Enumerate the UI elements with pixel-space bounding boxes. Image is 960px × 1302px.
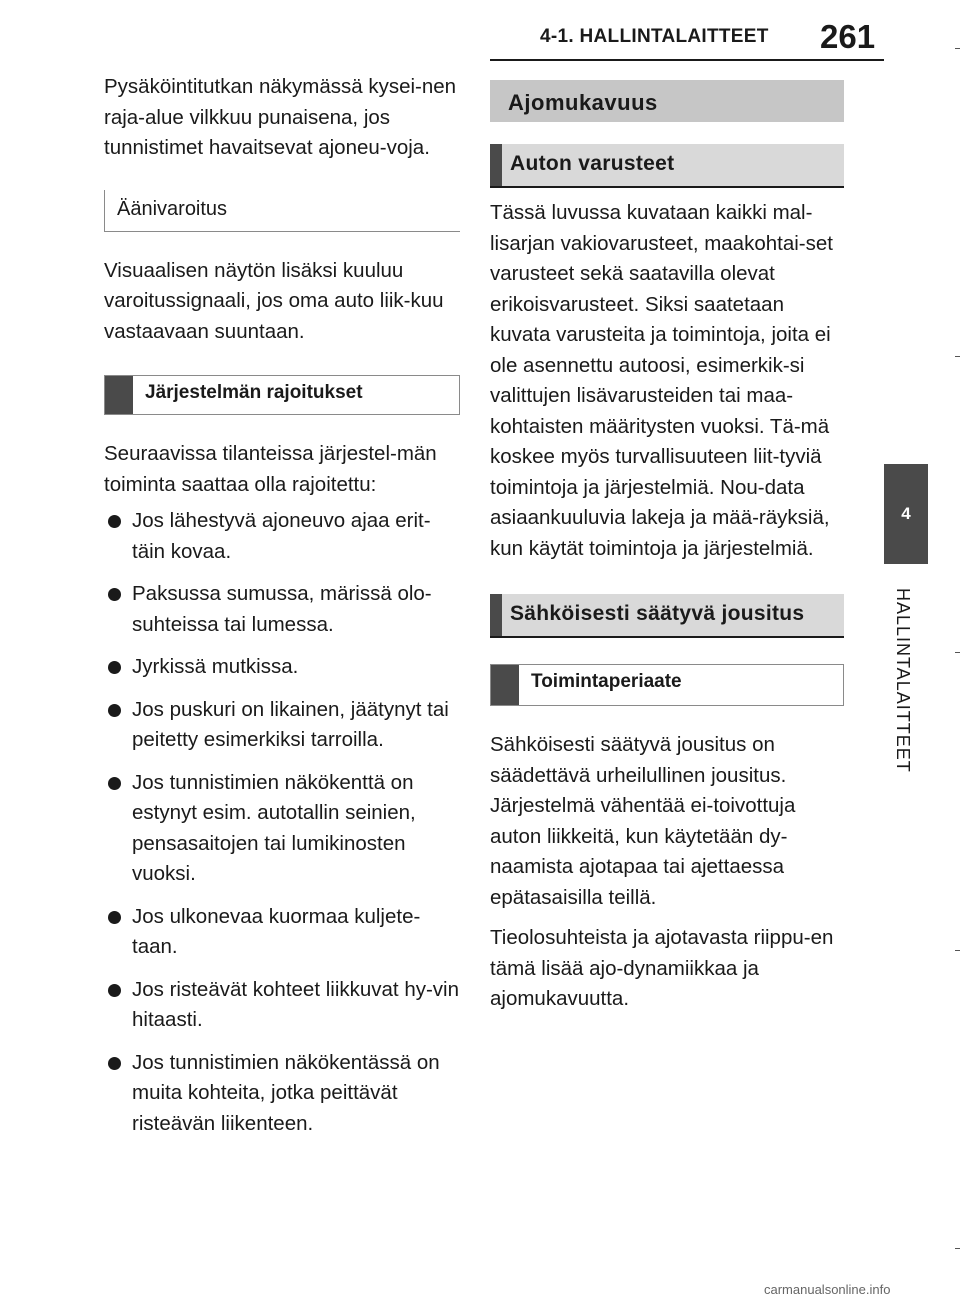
heading-marker [490, 144, 502, 186]
limitations-heading [104, 375, 460, 415]
equipment-heading-label: Auton varusteet [510, 152, 675, 175]
heading-marker [490, 594, 502, 636]
limitations-intro: Seuraavissa tilanteissa järjestel-män toiminta saattaa olla rajoitettu: [104, 442, 437, 496]
intro-paragraph: Pysäköintitutkan näkymässä kysei-nen raja-alue vilkkuu punaisena, jos tunnistimet havaitsevat ajoneu-voja. [104, 75, 457, 159]
left-column [104, 72, 460, 1151]
list-item: Jyrkissä mutkissa. [104, 652, 460, 683]
chapter-title: HALLINTALAITTEET [893, 588, 913, 773]
chapter-tab[interactable] [884, 464, 928, 564]
list-item: Jos ulkonevaa kuormaa kuljete-taan. [104, 902, 460, 963]
equipment-heading [490, 144, 844, 188]
limitations-heading-label: Järjestelmän rajoitukset [145, 382, 363, 403]
watermark: carmanualsonline.info [764, 1282, 891, 1297]
list-item: Jos puskuri on likainen, jäätynyt tai peitetty esimerkiksi tarroilla. [104, 695, 460, 756]
right-column [490, 72, 844, 1015]
margin-tick [955, 950, 960, 951]
section-header: 4-1. HALLINTALAITTEET [540, 26, 769, 47]
section-title: Ajomukavuus [490, 80, 844, 122]
sound-warning-heading: Äänivaroitus [104, 190, 460, 232]
suspension-heading [490, 594, 844, 638]
list-item: Jos lähestyvä ajoneuvo ajaa erit-täin kovaa. [104, 506, 460, 567]
sound-warning-text: Visuaalisen näytön lisäksi kuuluu varoitussignaali, jos oma auto liik-kuu vastaavaan suuntaan. [104, 258, 444, 343]
list-item: Jos tunnistimien näkökentässä on muita kohteita, jotka peittävät risteävän liikenteen. [104, 1048, 460, 1140]
equipment-text: Tässä luvussa kuvataan kaikki mal-lisarjan vakiovarusteet, maakohtai-set varusteet sekä saatavilla olevat erikoisvarusteet. Siksi saatetaan kuvata varusteita ja toimintoja, joita ei ole asennettu autoosi, esimerkik-si valittujen lisävarusteiden tai maa-kohtaisten määritysten vuoksi. Tä-mä koskee myös turvallisuuteen liit-tyviä toimintoja ja järjestelmiä. Nou-data asiaankuuluvia lakeja ja mää-räyksiä, kun käytät toimintoja ja järjestelmiä. [490, 201, 833, 560]
heading-marker [491, 665, 519, 705]
list-item: Paksussa sumussa, märissä olo-suhteissa tai lumessa. [104, 579, 460, 640]
margin-tick [955, 1248, 960, 1249]
principle-text-2: Tieolosuhteista ja ajotavasta riippu-en tämä lisää ajo-dynamiikkaa ja ajomukavuutta. [490, 926, 834, 1010]
limitations-list [104, 506, 460, 1139]
margin-tick [955, 652, 960, 653]
list-item: Jos tunnistimien näkökenttä on estynyt esim. autotallin seinien, pensasaitojen tai lumikinosten vuoksi. [104, 768, 460, 890]
page-number: 261 [820, 18, 876, 55]
list-item: Jos risteävät kohteet liikkuvat hy-vin hitaasti. [104, 975, 460, 1036]
suspension-heading-label: Sähköisesti säätyvä jousitus [510, 602, 805, 625]
header-divider [490, 59, 884, 61]
principle-heading [490, 664, 844, 706]
margin-tick [955, 356, 960, 357]
margin-tick [955, 48, 960, 49]
heading-marker [105, 376, 133, 414]
chapter-number: 4 [901, 504, 911, 523]
principle-text: Sähköisesti säätyvä jousitus on säädettävä urheilullinen jousitus. Järjestelmä vähentää ei-toivottuja auton liikkeitä, kun käytetään dy-naamista ajotapaa tai ajettaessa epätasaisilla teillä. [490, 733, 796, 909]
principle-heading-label: Toimintaperiaate [531, 671, 682, 692]
